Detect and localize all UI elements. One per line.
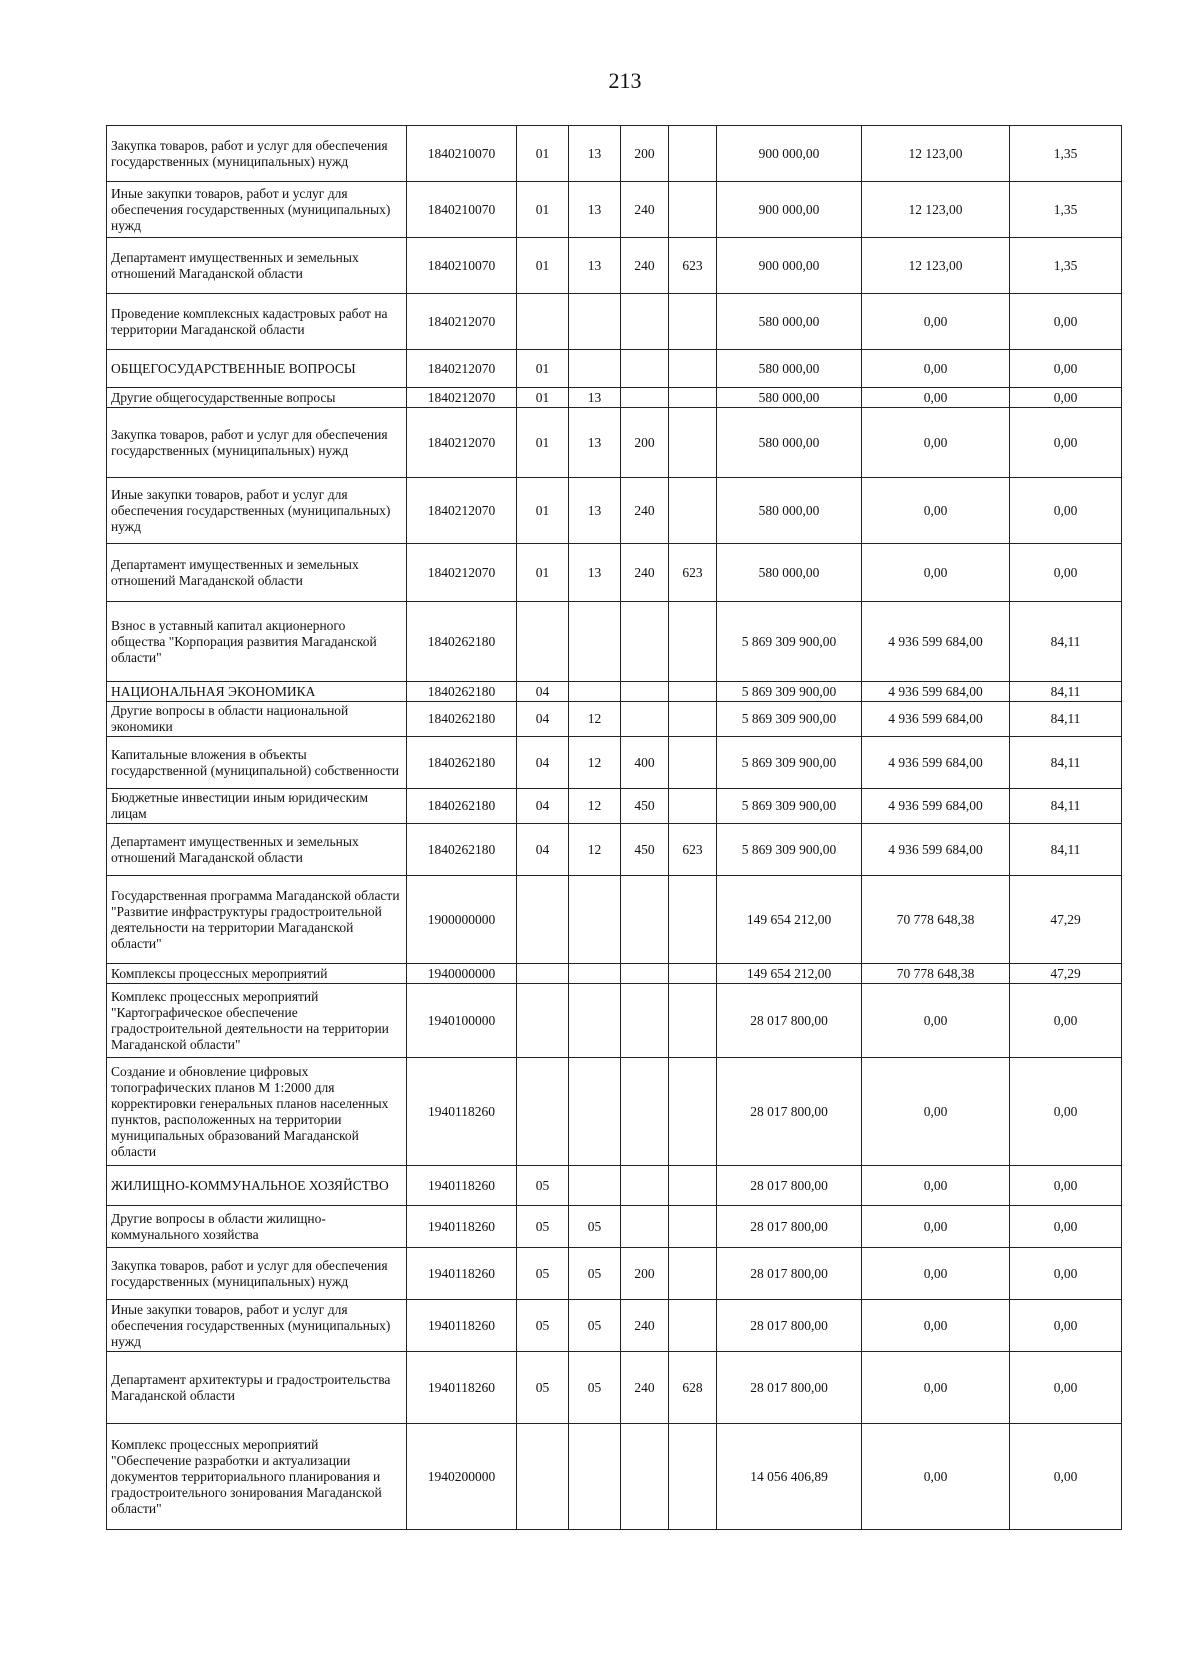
execution-percent: 0,00 [1010, 478, 1122, 544]
actual-amount: 0,00 [862, 350, 1010, 388]
expense-type-code [621, 294, 669, 350]
planned-amount: 28 017 800,00 [717, 1166, 862, 1206]
execution-percent: 0,00 [1010, 294, 1122, 350]
execution-percent: 47,29 [1010, 876, 1122, 964]
section-code: 01 [517, 238, 569, 294]
expense-type-code: 450 [621, 789, 669, 824]
section-code: 05 [517, 1166, 569, 1206]
expense-type-code: 200 [621, 408, 669, 478]
row-name: ОБЩЕГОСУДАРСТВЕННЫЕ ВОПРОСЫ [107, 350, 407, 388]
target-code: 1940118260 [407, 1166, 517, 1206]
department-code [669, 1300, 717, 1352]
actual-amount: 4 936 599 684,00 [862, 702, 1010, 737]
planned-amount: 900 000,00 [717, 238, 862, 294]
table-row [107, 294, 1122, 350]
expense-type-code [621, 1424, 669, 1530]
execution-percent: 0,00 [1010, 1300, 1122, 1352]
section-code: 01 [517, 544, 569, 602]
planned-amount: 5 869 309 900,00 [717, 824, 862, 876]
target-code: 1940200000 [407, 1424, 517, 1530]
row-name: Другие вопросы в области национальной экономики [107, 702, 407, 737]
section-code [517, 1058, 569, 1166]
table-row [107, 789, 1122, 824]
row-name: Взнос в уставный капитал акционерного общества "Корпорация развития Магаданской области" [107, 602, 407, 682]
subsection-code: 05 [569, 1352, 621, 1424]
section-code: 01 [517, 408, 569, 478]
subsection-code: 13 [569, 408, 621, 478]
table-row [107, 408, 1122, 478]
execution-percent: 1,35 [1010, 238, 1122, 294]
planned-amount: 580 000,00 [717, 388, 862, 408]
department-code [669, 702, 717, 737]
execution-percent: 0,00 [1010, 1206, 1122, 1248]
execution-percent: 0,00 [1010, 1058, 1122, 1166]
actual-amount: 70 778 648,38 [862, 876, 1010, 964]
execution-percent: 0,00 [1010, 1352, 1122, 1424]
row-name: Закупка товаров, работ и услуг для обеспечения государственных (муниципальных) нужд [107, 408, 407, 478]
actual-amount: 12 123,00 [862, 182, 1010, 238]
department-code [669, 1166, 717, 1206]
planned-amount: 28 017 800,00 [717, 1248, 862, 1300]
subsection-code: 13 [569, 388, 621, 408]
row-name: Иные закупки товаров, работ и услуг для обеспечения государственных (муниципальных) нужд [107, 1300, 407, 1352]
actual-amount: 12 123,00 [862, 126, 1010, 182]
subsection-code: 05 [569, 1248, 621, 1300]
planned-amount: 5 869 309 900,00 [717, 682, 862, 702]
subsection-code [569, 294, 621, 350]
section-code [517, 984, 569, 1058]
actual-amount: 0,00 [862, 544, 1010, 602]
execution-percent: 84,11 [1010, 737, 1122, 789]
actual-amount: 0,00 [862, 408, 1010, 478]
department-code [669, 789, 717, 824]
execution-percent: 0,00 [1010, 1166, 1122, 1206]
department-code [669, 876, 717, 964]
department-code [669, 408, 717, 478]
target-code: 1940118260 [407, 1352, 517, 1424]
target-code: 1840210070 [407, 182, 517, 238]
section-code: 05 [517, 1206, 569, 1248]
table-row [107, 126, 1122, 182]
execution-percent: 84,11 [1010, 824, 1122, 876]
target-code: 1840212070 [407, 408, 517, 478]
expense-type-code: 240 [621, 544, 669, 602]
subsection-code: 05 [569, 1206, 621, 1248]
subsection-code [569, 984, 621, 1058]
department-code [669, 350, 717, 388]
section-code: 04 [517, 789, 569, 824]
expense-type-code [621, 984, 669, 1058]
table-row [107, 1166, 1122, 1206]
department-code [669, 182, 717, 238]
execution-percent: 84,11 [1010, 789, 1122, 824]
row-name: НАЦИОНАЛЬНАЯ ЭКОНОМИКА [107, 682, 407, 702]
actual-amount: 0,00 [862, 1058, 1010, 1166]
planned-amount: 5 869 309 900,00 [717, 789, 862, 824]
actual-amount: 0,00 [862, 1206, 1010, 1248]
table-row [107, 964, 1122, 984]
expense-type-code [621, 1058, 669, 1166]
row-name: Комплексы процессных мероприятий [107, 964, 407, 984]
department-code: 623 [669, 824, 717, 876]
subsection-code [569, 682, 621, 702]
expense-type-code [621, 682, 669, 702]
target-code: 1940118260 [407, 1248, 517, 1300]
subsection-code: 05 [569, 1300, 621, 1352]
subsection-code [569, 876, 621, 964]
table-row [107, 1206, 1122, 1248]
section-code: 01 [517, 350, 569, 388]
section-code: 01 [517, 388, 569, 408]
target-code: 1840262180 [407, 824, 517, 876]
table-row [107, 602, 1122, 682]
planned-amount: 5 869 309 900,00 [717, 737, 862, 789]
planned-amount: 28 017 800,00 [717, 1300, 862, 1352]
subsection-code [569, 964, 621, 984]
actual-amount: 0,00 [862, 1424, 1010, 1530]
department-code [669, 984, 717, 1058]
subsection-code: 12 [569, 824, 621, 876]
subsection-code: 12 [569, 789, 621, 824]
department-code [669, 478, 717, 544]
table-row [107, 702, 1122, 737]
row-name: Другие вопросы в области жилищно-коммунального хозяйства [107, 1206, 407, 1248]
row-name: Капитальные вложения в объекты государственной (муниципальной) собственности [107, 737, 407, 789]
table-row [107, 984, 1122, 1058]
execution-percent: 1,35 [1010, 182, 1122, 238]
expense-type-code: 240 [621, 1352, 669, 1424]
section-code: 04 [517, 737, 569, 789]
actual-amount: 0,00 [862, 478, 1010, 544]
department-code [669, 1248, 717, 1300]
expense-type-code: 240 [621, 478, 669, 544]
actual-amount: 0,00 [862, 1352, 1010, 1424]
table-row [107, 1300, 1122, 1352]
execution-percent: 0,00 [1010, 544, 1122, 602]
expense-type-code [621, 876, 669, 964]
section-code: 04 [517, 682, 569, 702]
row-name: Департамент имущественных и земельных отношений Магаданской области [107, 544, 407, 602]
department-code [669, 1206, 717, 1248]
expense-type-code [621, 602, 669, 682]
planned-amount: 28 017 800,00 [717, 984, 862, 1058]
target-code: 1940000000 [407, 964, 517, 984]
section-code: 01 [517, 126, 569, 182]
actual-amount: 0,00 [862, 294, 1010, 350]
planned-amount: 149 654 212,00 [717, 964, 862, 984]
section-code [517, 294, 569, 350]
expense-type-code [621, 1166, 669, 1206]
expense-type-code [621, 964, 669, 984]
budget-table-body [107, 126, 1122, 1530]
actual-amount: 0,00 [862, 984, 1010, 1058]
expense-type-code: 240 [621, 1300, 669, 1352]
row-name: Бюджетные инвестиции иным юридическим лицам [107, 789, 407, 824]
execution-percent: 0,00 [1010, 350, 1122, 388]
actual-amount: 4 936 599 684,00 [862, 789, 1010, 824]
actual-amount: 12 123,00 [862, 238, 1010, 294]
execution-percent: 0,00 [1010, 388, 1122, 408]
expense-type-code: 240 [621, 238, 669, 294]
section-code: 04 [517, 702, 569, 737]
row-name: ЖИЛИЩНО-КОММУНАЛЬНОЕ ХОЗЯЙСТВО [107, 1166, 407, 1206]
subsection-code [569, 1058, 621, 1166]
subsection-code [569, 602, 621, 682]
row-name: Иные закупки товаров, работ и услуг для обеспечения государственных (муниципальных) нужд [107, 182, 407, 238]
department-code [669, 964, 717, 984]
department-code [669, 737, 717, 789]
actual-amount: 0,00 [862, 388, 1010, 408]
execution-percent: 84,11 [1010, 602, 1122, 682]
page-number: 213 [608, 68, 642, 93]
actual-amount: 0,00 [862, 1248, 1010, 1300]
expense-type-code: 400 [621, 737, 669, 789]
execution-percent: 84,11 [1010, 682, 1122, 702]
planned-amount: 580 000,00 [717, 478, 862, 544]
planned-amount: 580 000,00 [717, 350, 862, 388]
table-row [107, 876, 1122, 964]
budget-table [106, 125, 1122, 1530]
planned-amount: 580 000,00 [717, 294, 862, 350]
target-code: 1940100000 [407, 984, 517, 1058]
planned-amount: 5 869 309 900,00 [717, 602, 862, 682]
actual-amount: 70 778 648,38 [862, 964, 1010, 984]
section-code [517, 964, 569, 984]
planned-amount: 28 017 800,00 [717, 1058, 862, 1166]
execution-percent: 84,11 [1010, 702, 1122, 737]
expense-type-code [621, 702, 669, 737]
target-code: 1940118260 [407, 1300, 517, 1352]
section-code: 01 [517, 478, 569, 544]
section-code: 04 [517, 824, 569, 876]
row-name: Другие общегосударственные вопросы [107, 388, 407, 408]
planned-amount: 149 654 212,00 [717, 876, 862, 964]
planned-amount: 5 869 309 900,00 [717, 702, 862, 737]
planned-amount: 580 000,00 [717, 544, 862, 602]
table-row [107, 737, 1122, 789]
department-code: 623 [669, 238, 717, 294]
section-code [517, 876, 569, 964]
target-code: 1840210070 [407, 238, 517, 294]
subsection-code [569, 1424, 621, 1530]
row-name: Создание и обновление цифровых топографических планов М 1:2000 для корректировки генеральных планов населенных пунктов, расположенных на территории муниципальных образований Магаданской области [107, 1058, 407, 1166]
row-name: Государственная программа Магаданской области "Развитие инфраструктуры градостроительной деятельности на территории Магаданской области" [107, 876, 407, 964]
table-row [107, 388, 1122, 408]
expense-type-code: 450 [621, 824, 669, 876]
actual-amount: 4 936 599 684,00 [862, 737, 1010, 789]
table-row [107, 1058, 1122, 1166]
expense-type-code: 200 [621, 126, 669, 182]
row-name: Департамент имущественных и земельных отношений Магаданской области [107, 824, 407, 876]
row-name: Закупка товаров, работ и услуг для обеспечения государственных (муниципальных) нужд [107, 1248, 407, 1300]
expense-type-code [621, 350, 669, 388]
target-code: 1900000000 [407, 876, 517, 964]
target-code: 1840262180 [407, 602, 517, 682]
subsection-code: 12 [569, 702, 621, 737]
target-code: 1840262180 [407, 737, 517, 789]
subsection-code: 13 [569, 544, 621, 602]
row-name: Комплекс процессных мероприятий "Картографическое обеспечение градостроительной деятельности на территории Магаданской области" [107, 984, 407, 1058]
target-code: 1940118260 [407, 1058, 517, 1166]
department-code [669, 1058, 717, 1166]
actual-amount: 4 936 599 684,00 [862, 602, 1010, 682]
table-row [107, 182, 1122, 238]
table-row [107, 824, 1122, 876]
table-row [107, 478, 1122, 544]
table-row [107, 350, 1122, 388]
section-code: 05 [517, 1248, 569, 1300]
target-code: 1840262180 [407, 682, 517, 702]
target-code: 1840212070 [407, 478, 517, 544]
target-code: 1840212070 [407, 350, 517, 388]
row-name: Департамент имущественных и земельных отношений Магаданской области [107, 238, 407, 294]
actual-amount: 4 936 599 684,00 [862, 824, 1010, 876]
execution-percent: 0,00 [1010, 408, 1122, 478]
actual-amount: 0,00 [862, 1300, 1010, 1352]
table-row [107, 544, 1122, 602]
section-code: 05 [517, 1352, 569, 1424]
section-code [517, 1424, 569, 1530]
department-code [669, 388, 717, 408]
row-name: Иные закупки товаров, работ и услуг для обеспечения государственных (муниципальных) нужд [107, 478, 407, 544]
expense-type-code: 240 [621, 182, 669, 238]
table-row [107, 1248, 1122, 1300]
department-code [669, 682, 717, 702]
department-code [669, 294, 717, 350]
department-code: 623 [669, 544, 717, 602]
subsection-code [569, 350, 621, 388]
section-code [517, 602, 569, 682]
subsection-code: 13 [569, 126, 621, 182]
execution-percent: 47,29 [1010, 964, 1122, 984]
planned-amount: 28 017 800,00 [717, 1206, 862, 1248]
subsection-code [569, 1166, 621, 1206]
execution-percent: 0,00 [1010, 1424, 1122, 1530]
department-code [669, 126, 717, 182]
execution-percent: 0,00 [1010, 984, 1122, 1058]
row-name: Проведение комплексных кадастровых работ на территории Магаданской области [107, 294, 407, 350]
target-code: 1840212070 [407, 544, 517, 602]
actual-amount: 4 936 599 684,00 [862, 682, 1010, 702]
department-code: 628 [669, 1352, 717, 1424]
table-row [107, 682, 1122, 702]
target-code: 1840212070 [407, 388, 517, 408]
expense-type-code [621, 1206, 669, 1248]
planned-amount: 14 056 406,89 [717, 1424, 862, 1530]
planned-amount: 900 000,00 [717, 182, 862, 238]
planned-amount: 580 000,00 [717, 408, 862, 478]
target-code: 1840262180 [407, 702, 517, 737]
planned-amount: 28 017 800,00 [717, 1352, 862, 1424]
expense-type-code [621, 388, 669, 408]
target-code: 1940118260 [407, 1206, 517, 1248]
target-code: 1840212070 [407, 294, 517, 350]
subsection-code: 12 [569, 737, 621, 789]
section-code: 01 [517, 182, 569, 238]
department-code [669, 1424, 717, 1530]
table-row [107, 1424, 1122, 1530]
row-name: Закупка товаров, работ и услуг для обеспечения государственных (муниципальных) нужд [107, 126, 407, 182]
subsection-code: 13 [569, 238, 621, 294]
subsection-code: 13 [569, 182, 621, 238]
actual-amount: 0,00 [862, 1166, 1010, 1206]
row-name: Комплекс процессных мероприятий "Обеспечение разработки и актуализации документов территориального планирования и градостроительного зонирования Магаданской области" [107, 1424, 407, 1530]
expense-type-code: 200 [621, 1248, 669, 1300]
row-name: Департамент архитектуры и градостроительства Магаданской области [107, 1352, 407, 1424]
target-code: 1840262180 [407, 789, 517, 824]
table-row [107, 1352, 1122, 1424]
section-code: 05 [517, 1300, 569, 1352]
execution-percent: 1,35 [1010, 126, 1122, 182]
execution-percent: 0,00 [1010, 1248, 1122, 1300]
target-code: 1840210070 [407, 126, 517, 182]
planned-amount: 900 000,00 [717, 126, 862, 182]
subsection-code: 13 [569, 478, 621, 544]
department-code [669, 602, 717, 682]
table-row [107, 238, 1122, 294]
